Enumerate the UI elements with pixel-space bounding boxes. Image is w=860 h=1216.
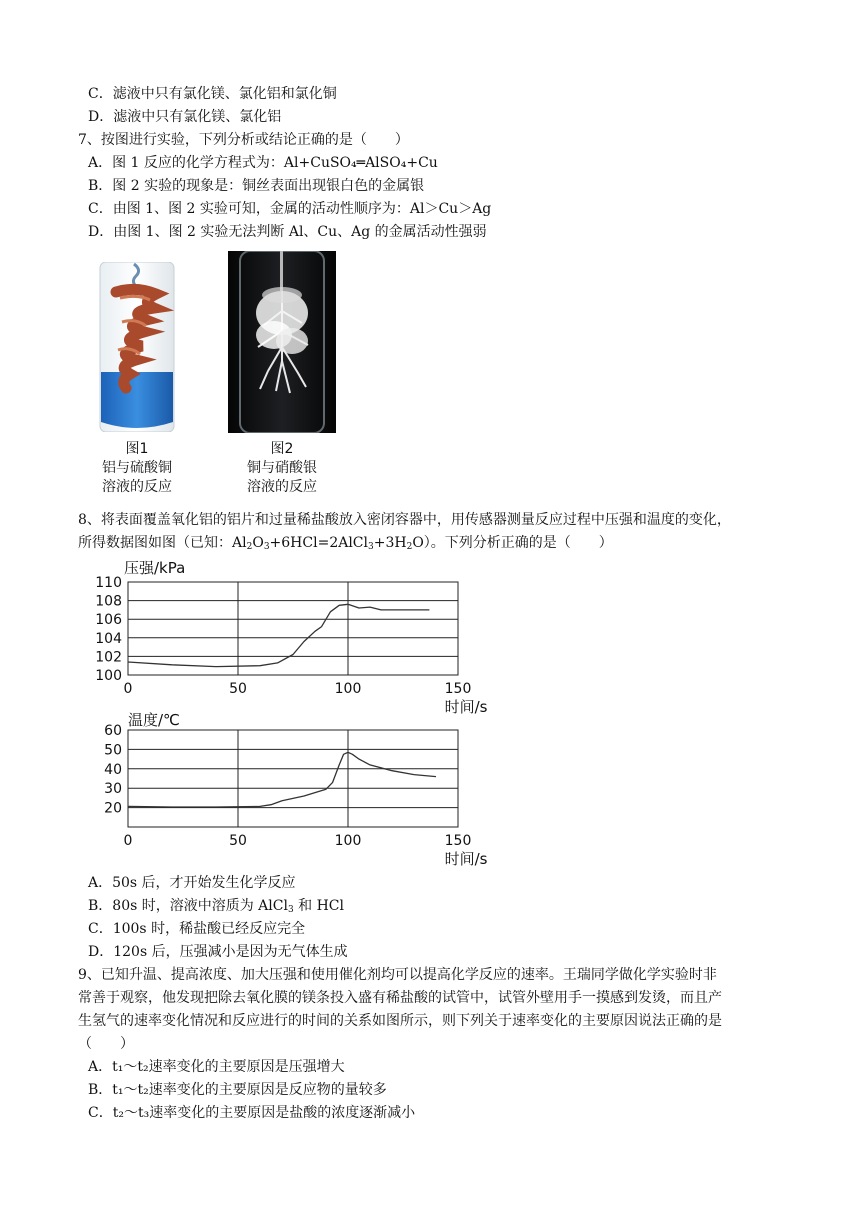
x-axis-label: 时间/s [444,850,488,868]
x-tick-label: 150 [444,833,472,849]
y-tick-label: 102 [95,649,122,666]
figure2-desc-line1: 铜与硝酸银 [247,460,317,476]
q9-option-b: B．t₁～t₂速率变化的主要原因是反应物的量较多 [88,1082,387,1098]
plot-frame [128,730,458,827]
q7-option-d: D．由图 1、图 2 实验无法判断 Al、Cu、Ag 的金属活动性强弱 [88,224,487,240]
x-tick-label: 100 [334,833,362,849]
figure1-desc-line2: 溶液的反应 [102,479,172,495]
x-tick-label: 0 [123,833,133,849]
x-tick-label: 50 [229,681,247,697]
q9-stem-line1: 9、已知升温、提高浓度、加大压强和使用催化剂均可以提高化学反应的速率。王瑞同学做化学实验时非 [78,967,717,983]
q7-option-b: B．图 2 实验的现象是：铜丝表面出现银白色的金属银 [88,178,425,194]
q9-option-c: C．t₂～t₃速率变化的主要原因是盐酸的浓度逐渐减小 [88,1105,416,1121]
y-axis-label: 压强/kPa [124,559,186,577]
y-tick-label: 50 [104,742,122,759]
figure2-test-tube-photo [228,251,336,433]
figure2-label: 图2 [270,441,294,457]
x-tick-label: 150 [444,681,472,697]
x-tick-label: 100 [334,681,362,697]
q9-stem-line2: 常善于观察，他发现把除去氧化膜的镁条投入盛有稀盐酸的试管中，试管外壁用手一摸感到发烫，而且产 [78,990,722,1006]
q9-option-a: A．t₁～t₂速率变化的主要原因是压强增大 [88,1059,345,1075]
data-line [128,604,429,666]
q8-option-c: C．100s 时，稀盐酸已经反应完全 [88,921,306,937]
q8-stem-line1: 8、将表面覆盖氧化铝的铝片和过量稀盐酸放入密闭容器中，用传感器测量反应过程中压强和温度的变化， [78,512,731,528]
q8-option-d: D．120s 后，压强减小是因为无气体生成 [88,944,348,960]
q8-stem-line2: 所得数据图如图（已知：$Al_2O_3+6HCl=2AlCl_3+3H_2O$）。下列分析正确的是（ ） [78,535,613,552]
figure1-caption [84,440,190,497]
q6-option-d: D．滤液中只有氯化镁、氯化铝 [88,109,282,125]
x-tick-label: 0 [123,681,133,697]
plot-frame [128,582,458,675]
figure2-caption [230,440,334,497]
q7-option-a: A．图 1 反应的化学方程式为：Al+CuSO₄═AlSO₄+Cu [88,155,438,171]
y-tick-label: 60 [104,723,122,739]
q9-stem-line3: 生氢气的速率变化情况和反应进行的时间的关系如图所示，则下列关于速率变化的主要原因说法正确的是 [78,1013,722,1029]
y-tick-label: 20 [104,800,122,817]
y-tick-label: 110 [95,575,122,591]
x-axis-label: 时间/s [444,698,488,716]
figure1-label: 图1 [125,441,149,457]
y-tick-label: 108 [95,593,122,610]
q7-option-c: C．由图 1、图 2 实验可知，金属的活动性顺序为：Al＞Cu＞Ag [88,201,492,217]
y-tick-label: 30 [104,781,122,798]
q7-stem: 7、按图进行实验，下列分析或结论正确的是（ ） [78,132,409,148]
q6-option-c: C．滤液中只有氯化镁、氯化铝和氯化铜 [88,86,337,102]
x-tick-label: 50 [229,833,247,849]
q9-stem-line4: （ ） [78,1036,134,1052]
figure1-test-tube-photo [96,262,178,432]
q8-option-b: B．80s 时，溶液中溶质为 AlCl$_3$ 和 HCl [88,898,345,915]
figure1-desc-line1: 铝与硫酸铜 [102,460,172,476]
y-tick-label: 104 [95,630,122,647]
data-line [128,752,436,807]
figure2-desc-line2: 溶液的反应 [247,479,317,495]
q8-option-a: A．50s 后，才开始发生化学反应 [88,875,296,891]
y-tick-label: 106 [95,612,122,629]
y-tick-label: 100 [95,668,122,684]
temperature-chart [90,710,490,868]
y-axis-label: 温度/℃ [128,711,180,729]
y-tick-label: 40 [104,761,122,778]
pressure-chart [90,558,490,716]
